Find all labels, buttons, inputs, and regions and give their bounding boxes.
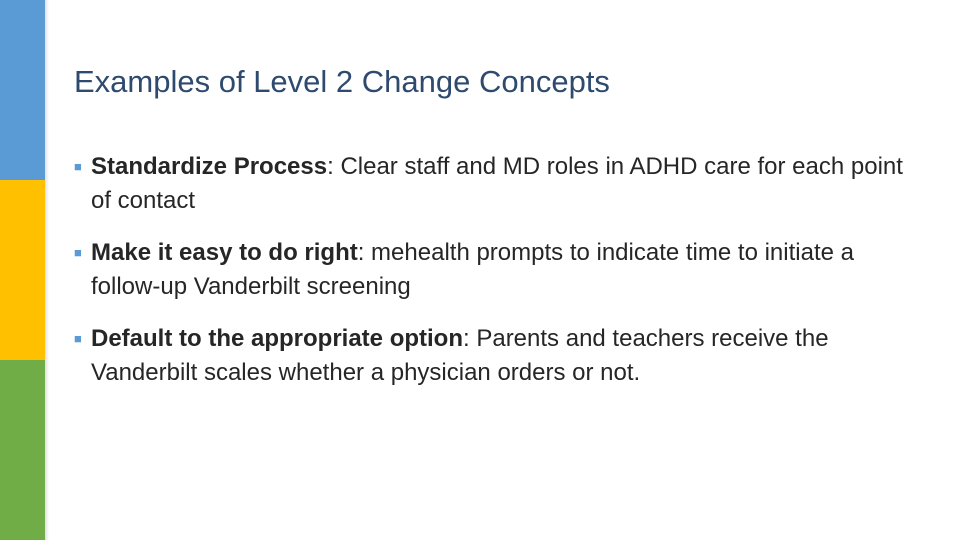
bullet-text: : mehealth prompts to indicate time to initiate a follow-up Vanderbilt screening <box>91 239 854 300</box>
accent-band-blue <box>0 0 45 180</box>
bullet-text: : Clear staff and MD roles in ADHD care for each point of contact <box>91 153 903 214</box>
accent-band-yellow <box>0 180 45 360</box>
slide-title: Examples of Level 2 Change Concepts <box>74 64 610 99</box>
accent-band-shadow <box>45 0 49 540</box>
bullet-term: Default to the appropriate option <box>91 325 463 352</box>
accent-band-green <box>0 360 45 540</box>
bullet-text: : Parents and teachers receive the Vanderbilt scales whether a physician orders or not. <box>91 325 829 386</box>
bullet-item <box>74 236 914 304</box>
square-bullet-icon: ■ <box>74 159 82 174</box>
square-bullet-icon: ■ <box>74 331 82 346</box>
bullet-term: Make it easy to do right <box>91 239 358 266</box>
bullet-item <box>74 150 914 218</box>
square-bullet-icon: ■ <box>74 245 82 260</box>
bullet-term: Standardize Process <box>91 153 328 180</box>
bullet-list <box>74 150 914 408</box>
bullet-item <box>74 322 914 390</box>
